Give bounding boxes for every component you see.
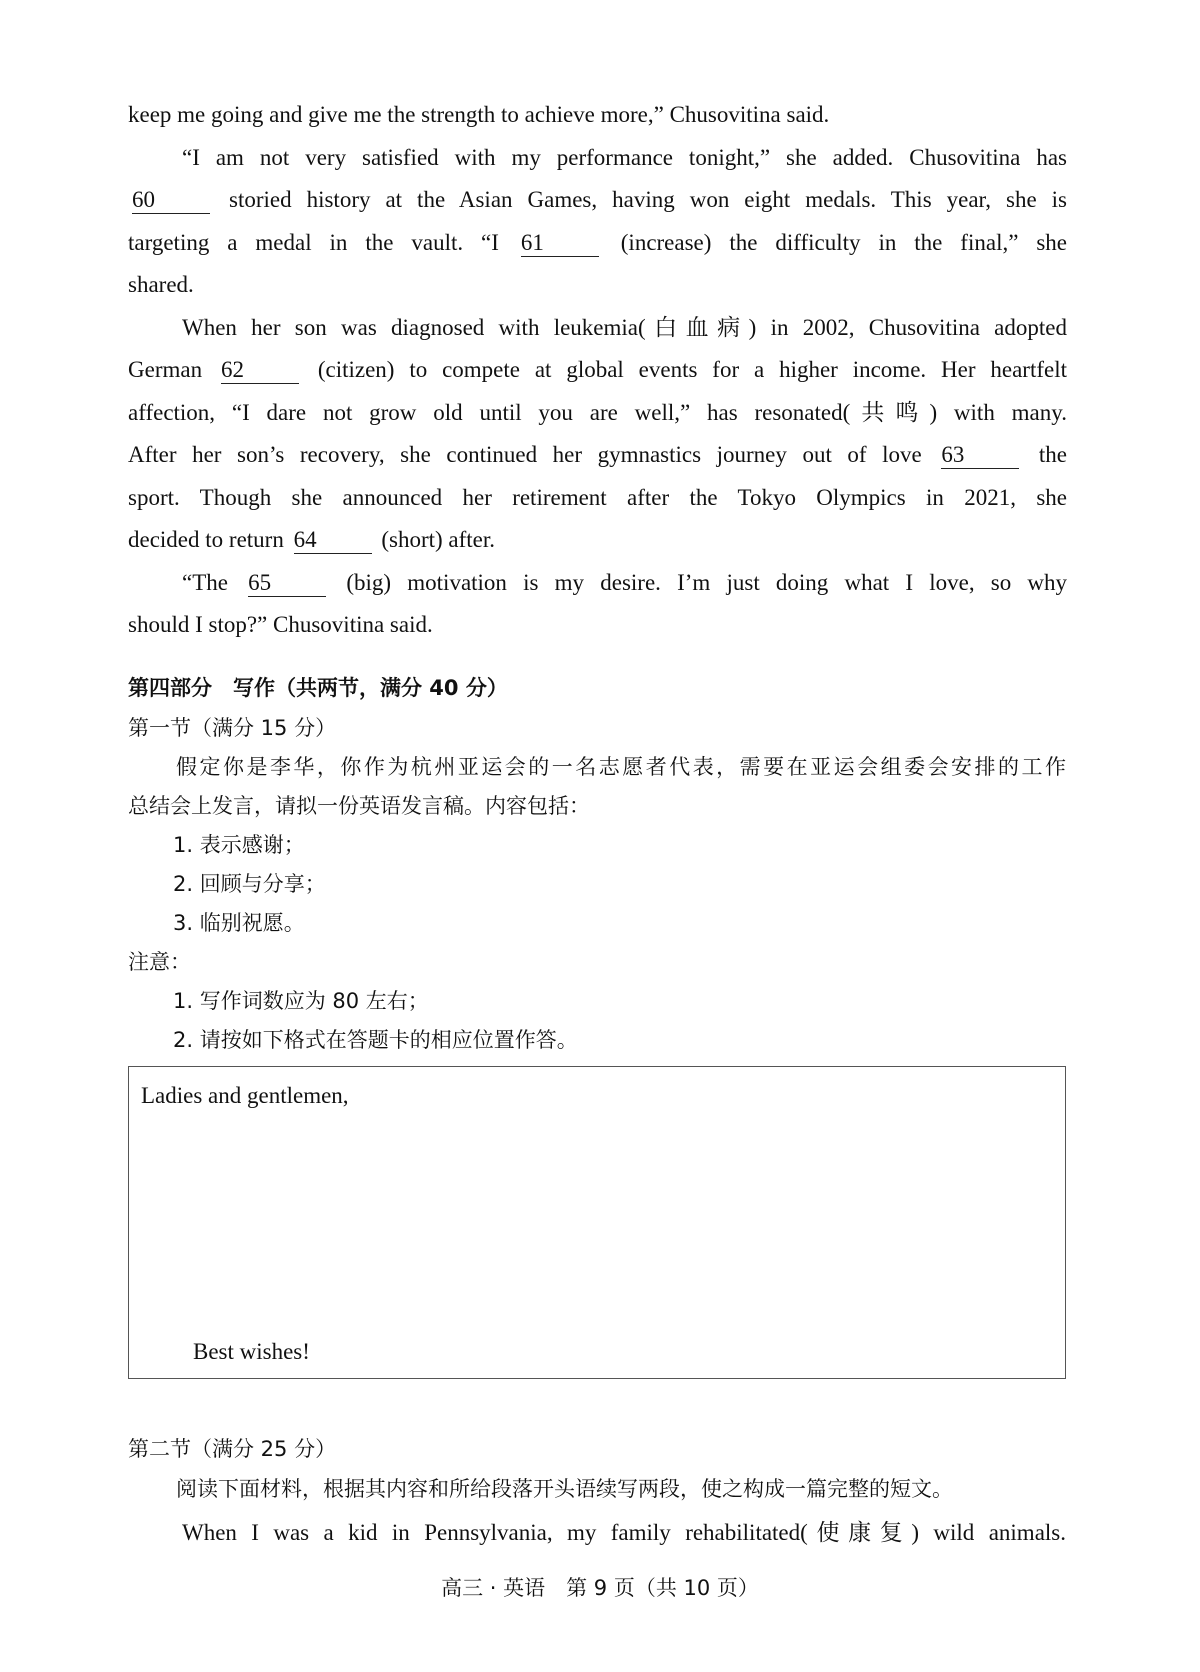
passage-text: (citizen) to compete at global events for a higher income. Her heartfelt [317,357,1067,382]
passage-line [128,137,1067,180]
part4-heading: 第四部分 写作（共两节，满分 40 分） [128,676,508,700]
passage-line [128,392,1067,435]
answer-blank: 61 [521,230,599,257]
cloze-passage [128,94,1067,647]
passage-text: German [128,357,203,382]
passage-text: affection, “I dare not grow old until you are well,” has resonated(共鸣) with many. [128,399,1067,425]
answer-blank: 65 [248,570,326,597]
passage-line [128,349,1067,392]
passage-text: (short) after. [381,527,496,552]
content-item: 2. 回顾与分享； [173,872,326,896]
passage-text: decided to return [128,527,284,552]
note-label: 注意： [128,950,191,974]
section2-title: 第二节（满分 25 分） [128,1437,337,1461]
content-item: 1. 表示感谢； [173,833,305,857]
passage-text: After her son’s recovery, she continued her gymnastics journey out of love [128,442,922,467]
passage-line [128,519,1067,562]
section2-instruction: 阅读下面材料，根据其内容和所给段落开头语续写两段，使之构成一篇完整的短文。 [176,1477,953,1501]
box-greeting: Ladies and gentlemen, [141,1083,349,1108]
answer-blank: 62 [221,357,299,384]
passage-text: keep me going and give me the strength to achieve more,” Chusovitina said. [128,102,830,127]
section1-prompt-line2: 总结会上发言，请拟一份英语发言稿。内容包括： [128,794,590,818]
passage-text: sport. Though she announced her retirement after the Tokyo Olympics in 2021, she [128,484,1067,510]
passage-line [128,477,1067,520]
passage-text: (big) motivation is my desire. I’m just doing what I love, so why [346,569,1068,595]
passage-text: “I am not very satisfied with my performance tonight,” she added. Chusovitina has [182,144,1067,170]
section2-first-line: When I was a kid in Pennsylvania, my family rehabilitated(使康复) wild animals. [182,1520,1066,1545]
passage-text: targeting a medal in the vault. “I [128,229,499,255]
passage-line [128,94,1067,137]
content-item: 3. 临别祝愿。 [173,911,305,935]
page-footer: 高三 · 英语 第 9 页（共 10 页） [441,1576,759,1600]
passage-line [128,222,1067,265]
passage-line [128,307,1067,350]
box-closing: Best wishes! [193,1339,310,1364]
passage-text: shared. [128,272,194,297]
passage-text: (increase) the difficulty in the final,” she [620,229,1068,255]
passage-line [128,604,1067,647]
passage-text: storied history at the Asian Games, having won eight medals. This year, she is [229,187,1068,212]
passage-line [128,562,1067,605]
passage-text: When her son was diagnosed with leukemia(白血病) in 2002, Chusovitina adopted [182,314,1067,340]
note-item: 1. 写作词数应为 80 左右； [173,989,429,1013]
passage-line [128,179,1067,222]
passage-line [128,264,1067,307]
passage-line [128,434,1067,477]
section1-prompt-line1: 假定你是李华，你作为杭州亚运会的一名志愿者代表，需要在亚运会组委会安排的工作 [176,755,1066,779]
answer-blank: 64 [294,527,372,554]
passage-text: should I stop?” Chusovitina said. [128,612,433,637]
passage-text: “The [182,569,228,595]
passage-text: the [1038,442,1068,467]
note-item: 2. 请按如下格式在答题卡的相应位置作答。 [173,1028,578,1052]
answer-blank: 63 [941,442,1019,469]
answer-format-box [128,1066,1066,1379]
section1-title: 第一节（满分 15 分） [128,716,337,740]
answer-blank: 60 [132,187,210,214]
